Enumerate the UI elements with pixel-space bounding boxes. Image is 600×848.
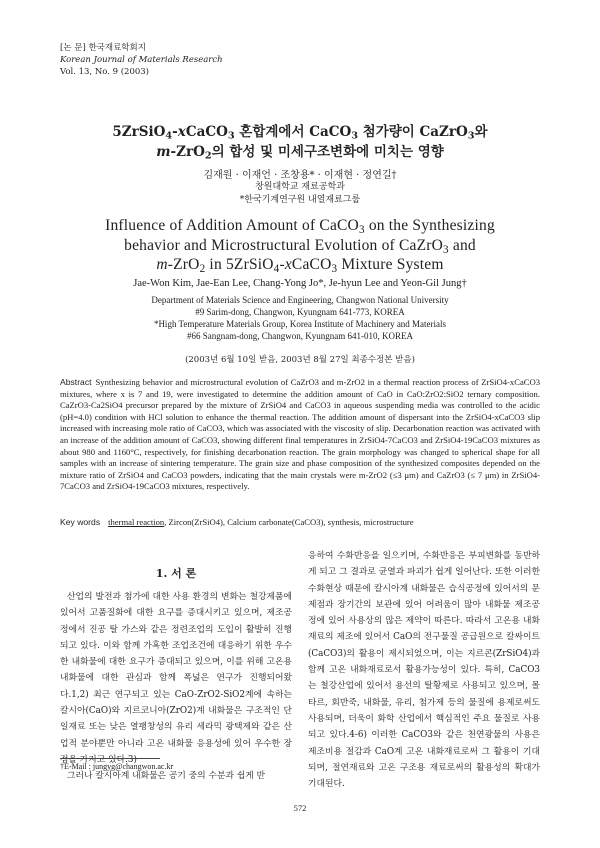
korean-affiliations: [0, 181, 600, 207]
korean-affiliation-1: 창원대학교 재료공학과: [255, 182, 345, 192]
abstract-label: Abstract: [60, 377, 92, 387]
english-affiliations: [0, 294, 600, 342]
section-heading: 1. 서 론: [155, 567, 197, 580]
english-affiliation-1: Department of Materials Science and Engineering, Changwon National University: [151, 295, 449, 305]
keywords-rest: , Zircon(ZrSiO4), Calcium carbonate(CaCO3), synthesis, microstructure: [164, 517, 414, 527]
left-paragraph-2: 그러나 칼시아계 내화물은 공기 중의 수분과 쉽게 반: [67, 771, 266, 782]
english-affiliation-3: *High Temperature Materials Group, Korea Institute of Machinery and Materials: [153, 319, 447, 329]
english-affiliation-2: #9 Sarim-dong, Changwon, Kyungnam 641-773, KOREA: [195, 307, 405, 317]
keyword-first: thermal reaction: [108, 517, 165, 527]
english-authors: Jae-Won Kim, Jae-Ean Lee, Chang-Yong Jo*, Je-hyun Lee and Yeon-Gil Jung†: [133, 278, 467, 289]
keywords-label: Key words: [60, 517, 101, 527]
korean-title-line1: [0, 122, 600, 142]
left-column: [60, 589, 292, 785]
english-title-line1: Influence of Addition Amount of CaCO$_3$ on the Synthesizing: [105, 217, 495, 236]
korean-title-line1-text: 5ZrSiO$_4$-xCaCO$_3$ 혼합계에서 CaCO$_3$ 첨가량이 CaZrO$_3$와: [112, 124, 488, 142]
journal-header: [60, 42, 223, 78]
korean-title-line2-text: m-ZrO$_2$의 합성 및 미세구조변화에 미치는 영향: [156, 144, 444, 162]
received-dates: (2003년 6월 10일 받음, 2003년 8월 27일 최종수정본 받음): [185, 355, 415, 365]
journal-header-line1: [논 문] 한국재료학회지: [60, 43, 146, 53]
abstract-text: Synthesizing behavior and microstructural evolution of CaZrO3 and m-ZrO2 in a thermal reaction process of ZrSiO4-xCaCO3 mixtures, where x is 7 and 19, were investigated to determine the addition amount of CaO in CaO:ZrO2:SiO2 ternary composition. CaZrO3-Ca2SiO4 precursor prepared by the mixture of ZrSiO4 and CaCO3 in aqueous suspending media was controlled to the acidic (pH=4.0) condition with HCl solution to enhance the thermal reaction. The addition amount of dispersant into the ZrSiO4-xCaCO3 slip increased with increasing mole ratio of CaCO3, which was associated with the viscosity of slip. Decarbonation reaction was activated with an increase of the addition amount of CaCO3, showing different final temperatures in ZrSiO4-7CaCO3 and ZrSiO4-19CaCO3 mixtures as about 980 and 1160°C, respectively, for finishing decarbonation reaction. The grain morphology was changed to spherical shape for all samples with an increase of sintering temperature. The grain size and phase composition of the synthesized composites depended on the mixture ratio of ZrSiO4 and CaCO3 powders, indicating that the main crystals were m-ZrO2 (≤3 μm) and CaZrO3 (≤ 7 μm) in ZrSiO4-7CaCO3 and ZrSiO4-19CaCO3 mixtures, respectively.: [60, 377, 540, 492]
korean-title-line2: [0, 142, 600, 162]
korean-affiliation-2: *한국기계연구원 내열재료그룹: [239, 195, 361, 205]
right-column: [308, 548, 540, 792]
right-paragraph: 응하여 수화반응을 일으키며, 수화반응은 부피변화를 동반하게 되고 그 결과로 균열과 파괴가 쉽게 일어난다. 또한 이러한 수화현상 때문에 칼시아계 내화물은 습식공정에 있어서의 문제점과 장기간의 보관에 있어 어려움이 많아 내화물 제조공정에 있어 사용상의 많은 제약이 따른다. 따라서 고온용 내화재료의 제조에 있어서 CaO의 전구물질 공급원으로 칼싸이트 (CaCO3)의 활용이 제시되었으며, 이는 지르콘(ZrSiO4)과 함께 고온 내화재료로서 활용가능성이 있다. 특히, CaCO3는 철강산업에 있어서 용선의 탈황제로 사용되고 있으며, 몰타르, 회반죽, 내화물, 유리, 첨가제 등의 물질에 용제로써도 사용되며, 더욱이 화학 산업에서 핵심적인 주요 물질로 사용되고 있다.4-6) 이러한 CaCO3와 같은 천연광물의 사용은 제조비용 절감과 CaO계 고온 내화재료로써 그 활용이 기대되며, 절연재료와 고온 구조용 재료로써의 활용성의 확대가 기대된다.: [308, 551, 540, 790]
english-affiliation-4: #66 Sangnam-dong, Changwon, Kyungnam 641-010, KOREA: [187, 331, 413, 341]
footnote: †E-Mail : jungyg@changwon.ac.kr: [60, 762, 174, 771]
english-title-line3: m-ZrO$_2$ in 5ZrSiO$_4$-xCaCO$_3$ Mixture System: [156, 256, 444, 275]
page-number: 572: [293, 803, 307, 813]
left-paragraph-1: 산업의 발전과 첨가에 대한 사용 환경의 변화는 철강제품에 있어서 고품질화에 대한 요구를 증대시키고 있으며, 제조공정에서 진공 탈 가스와 같은 정련조업의 도입이 활발히 진행되고 있다. 이와 함께 가혹한 조업조건에 대응하기 위한 우수한 내화물에 대한 요구가 증대되고 있으며, 이를 위해 고온용 내화물에 대한 관심과 함께 폭넓은 연구가 진행되어왔다.1,2) 최근 연구되고 있는 CaO-ZrO2-SiO2계에 속하는 칼시아(CaO)와 지르코니아(ZrO2)계 내화물은 구조적인 단일재료 또는 낮은 열팽창성의 유리 세라믹 광택제와 같은 산업적 분야뿐만 아니라 고온 내화물 응용성에 있어 우수한 장점을 가지고 있다.3): [60, 592, 292, 765]
korean-title: [0, 122, 600, 162]
english-title: [0, 216, 600, 275]
korean-authors: 김재원 · 이재언 · 조창용* · 이재현 · 정연길†: [203, 170, 397, 181]
english-title-line2: behavior and Microstructural Evolution of CaZrO$_3$ and: [124, 236, 476, 256]
journal-header-line2: Korean Journal of Materials Research: [60, 55, 223, 65]
journal-header-line3: Vol. 13, No. 9 (2003): [60, 67, 150, 77]
footnote-rule: [60, 758, 160, 759]
keywords: [60, 517, 540, 527]
abstract: [60, 377, 540, 493]
